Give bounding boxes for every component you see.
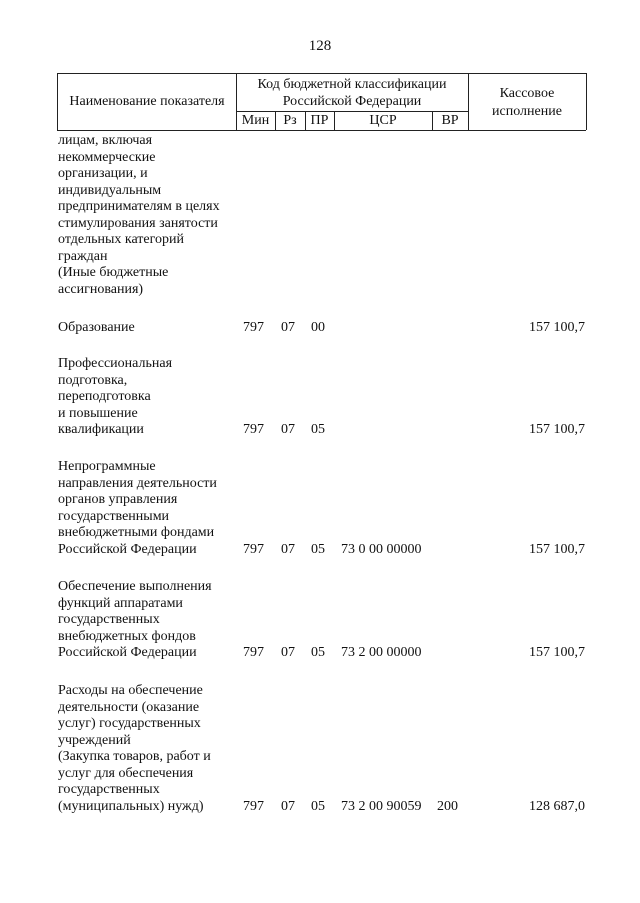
row-rz: 07 [281, 798, 295, 814]
row-pr: 05 [311, 422, 325, 437]
row-name: лицам, включая некоммерческие организации, и индивидуальным предпринимателям в целях стимулирования занятости отдельных категорий граждан (Иные бюджетные ассигнования) [58, 133, 220, 297]
row-amount: 128 687,0 [529, 798, 585, 814]
header-subrow-border [236, 111, 468, 112]
row-amount: 157 100,7 [529, 541, 585, 557]
row-pr: 00 [311, 320, 325, 335]
row-min: 797 [243, 798, 264, 814]
header-code-group-line1: Код бюджетной классификации [257, 77, 447, 92]
header-sub-vr: ВР [441, 113, 459, 128]
row-rz: 07 [281, 422, 295, 437]
header-amount-line2: исполнение [492, 104, 562, 119]
header-amount-line1: Кассовое [499, 86, 555, 101]
header-sub-pr: ПР [310, 113, 329, 128]
row-amount: 157 100,7 [529, 422, 585, 437]
header-sub-rz: Рз [283, 113, 297, 128]
row-csr: 73 2 00 00000 [341, 645, 422, 660]
header-top-border [57, 73, 586, 74]
row-rz: 07 [281, 320, 295, 335]
row-name: Обеспечение выполнения функций аппаратами государственных внебюджетных фондов Российской Федерации [58, 579, 212, 660]
row-name: Непрограммные направления деятельности органов управления государственными внебюджетными фондами Российской Федерации [58, 459, 217, 557]
header-right-border [586, 73, 587, 130]
row-name: Образование [58, 320, 135, 335]
table-row [0, 320, 640, 337]
row-min: 797 [243, 320, 264, 335]
header-sub-min: Мин [241, 113, 270, 128]
header-sub-csr: ЦСР [369, 113, 397, 128]
row-pr: 05 [311, 645, 325, 660]
row-vr: 200 [437, 798, 458, 814]
row-amount: 157 100,7 [529, 320, 585, 335]
table-row [0, 579, 640, 662]
row-min: 797 [243, 645, 264, 660]
row-rz: 07 [281, 541, 295, 557]
row-min: 797 [243, 541, 264, 557]
row-csr: 73 0 00 00000 [341, 541, 422, 557]
header-bottom-border [57, 130, 586, 131]
row-rz: 07 [281, 645, 295, 660]
table-row [0, 356, 640, 439]
header-code-group-line2: Российской Федерации [282, 94, 422, 109]
table-row [0, 133, 640, 298]
row-pr: 05 [311, 541, 325, 557]
row-min: 797 [243, 422, 264, 437]
row-csr: 73 2 00 90059 [341, 798, 422, 814]
row-amount: 157 100,7 [529, 645, 585, 660]
table-row [0, 683, 640, 815]
table-row [0, 459, 640, 558]
page-number: 128 [308, 38, 332, 54]
row-name: Расходы на обеспечение деятельности (оказание услуг) государственных учреждений (Закупка товаров, работ и услуг для обеспечения государственных (муниципальных) нужд) [58, 683, 211, 814]
row-pr: 05 [311, 798, 325, 814]
header-name-col: Наименование показателя [69, 94, 225, 109]
row-name: Профессиональная подготовка, переподготовка и повышение квалификации [58, 356, 173, 437]
